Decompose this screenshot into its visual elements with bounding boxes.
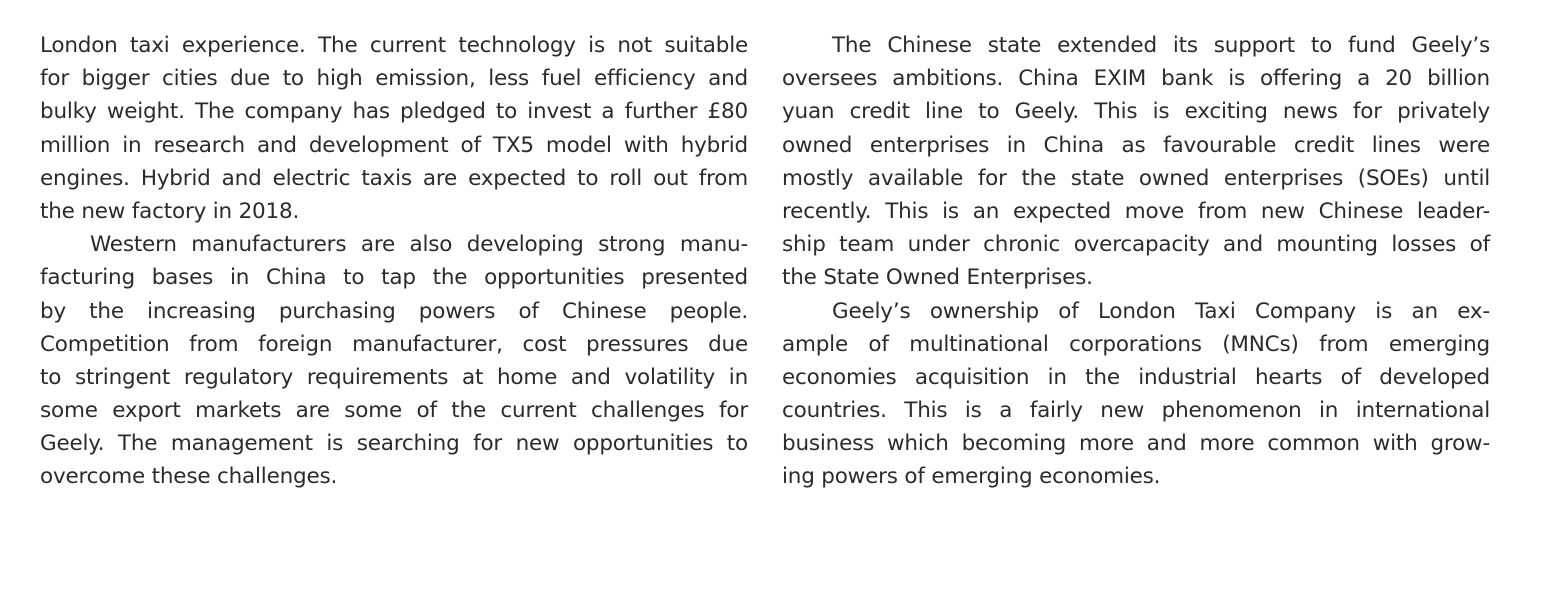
text-line: Geely. The management is searching for new opportunities to (40, 431, 748, 457)
left-column (40, 29, 748, 494)
text-line: Western manufacturers are also developing strong manu- (90, 232, 748, 258)
text-line: yuan credit line to Geely. This is exciting news for privately (782, 99, 1490, 125)
text-line: facturing bases in China to tap the opportunities presented (40, 265, 748, 291)
text-line: for bigger cities due to high emission, less fuel efficiency and (40, 66, 748, 92)
text-line: ing powers of emerging economies. (782, 464, 1161, 490)
text-line: to stringent regulatory requirements at home and volatility in (40, 364, 748, 390)
text-line: the State Owned Enterprises. (782, 265, 1093, 291)
text-line: mostly available for the state owned enterprises (SOEs) until (782, 165, 1490, 191)
text-line: ship team under chronic overcapacity and mounting losses of (782, 232, 1490, 258)
text-line: The Chinese state extended its support to fund Geely’s (832, 33, 1490, 58)
text-line: London taxi experience. The current technology is not suitable (40, 33, 748, 58)
right-column (782, 29, 1490, 494)
text-line: owned enterprises in China as favourable credit lines were (782, 132, 1490, 158)
text-line: engines. Hybrid and electric taxis are expected to roll out from (40, 165, 748, 191)
text-line: economies acquisition in the industrial hearts of developed (782, 364, 1490, 390)
text-line: by the increasing purchasing powers of Chinese people. (40, 298, 748, 324)
document-page (40, 29, 1510, 569)
text-line: recently. This is an expected move from new Chinese leader- (782, 198, 1490, 224)
text-line: countries. This is a fairly new phenomenon in international (782, 398, 1490, 424)
text-line: oversees ambitions. China EXIM bank is offering a 20 billion (782, 66, 1490, 92)
text-line: Competition from foreign manufacturer, cost pressures due (40, 331, 748, 357)
text-line: business which becoming more and more common with grow- (782, 431, 1490, 457)
text-line: million in research and development of TX5 model with hybrid (40, 132, 748, 158)
text-line: Geely’s ownership of London Taxi Company is an ex- (832, 298, 1490, 324)
text-line: ample of multinational corporations (MNCs) from emerging (782, 331, 1490, 357)
text-line: some export markets are some of the current challenges for (40, 398, 748, 424)
text-line: the new factory in 2018. (40, 198, 300, 224)
text-line: bulky weight. The company has pledged to invest a further £80 (40, 99, 748, 125)
text-line: overcome these challenges. (40, 464, 338, 490)
